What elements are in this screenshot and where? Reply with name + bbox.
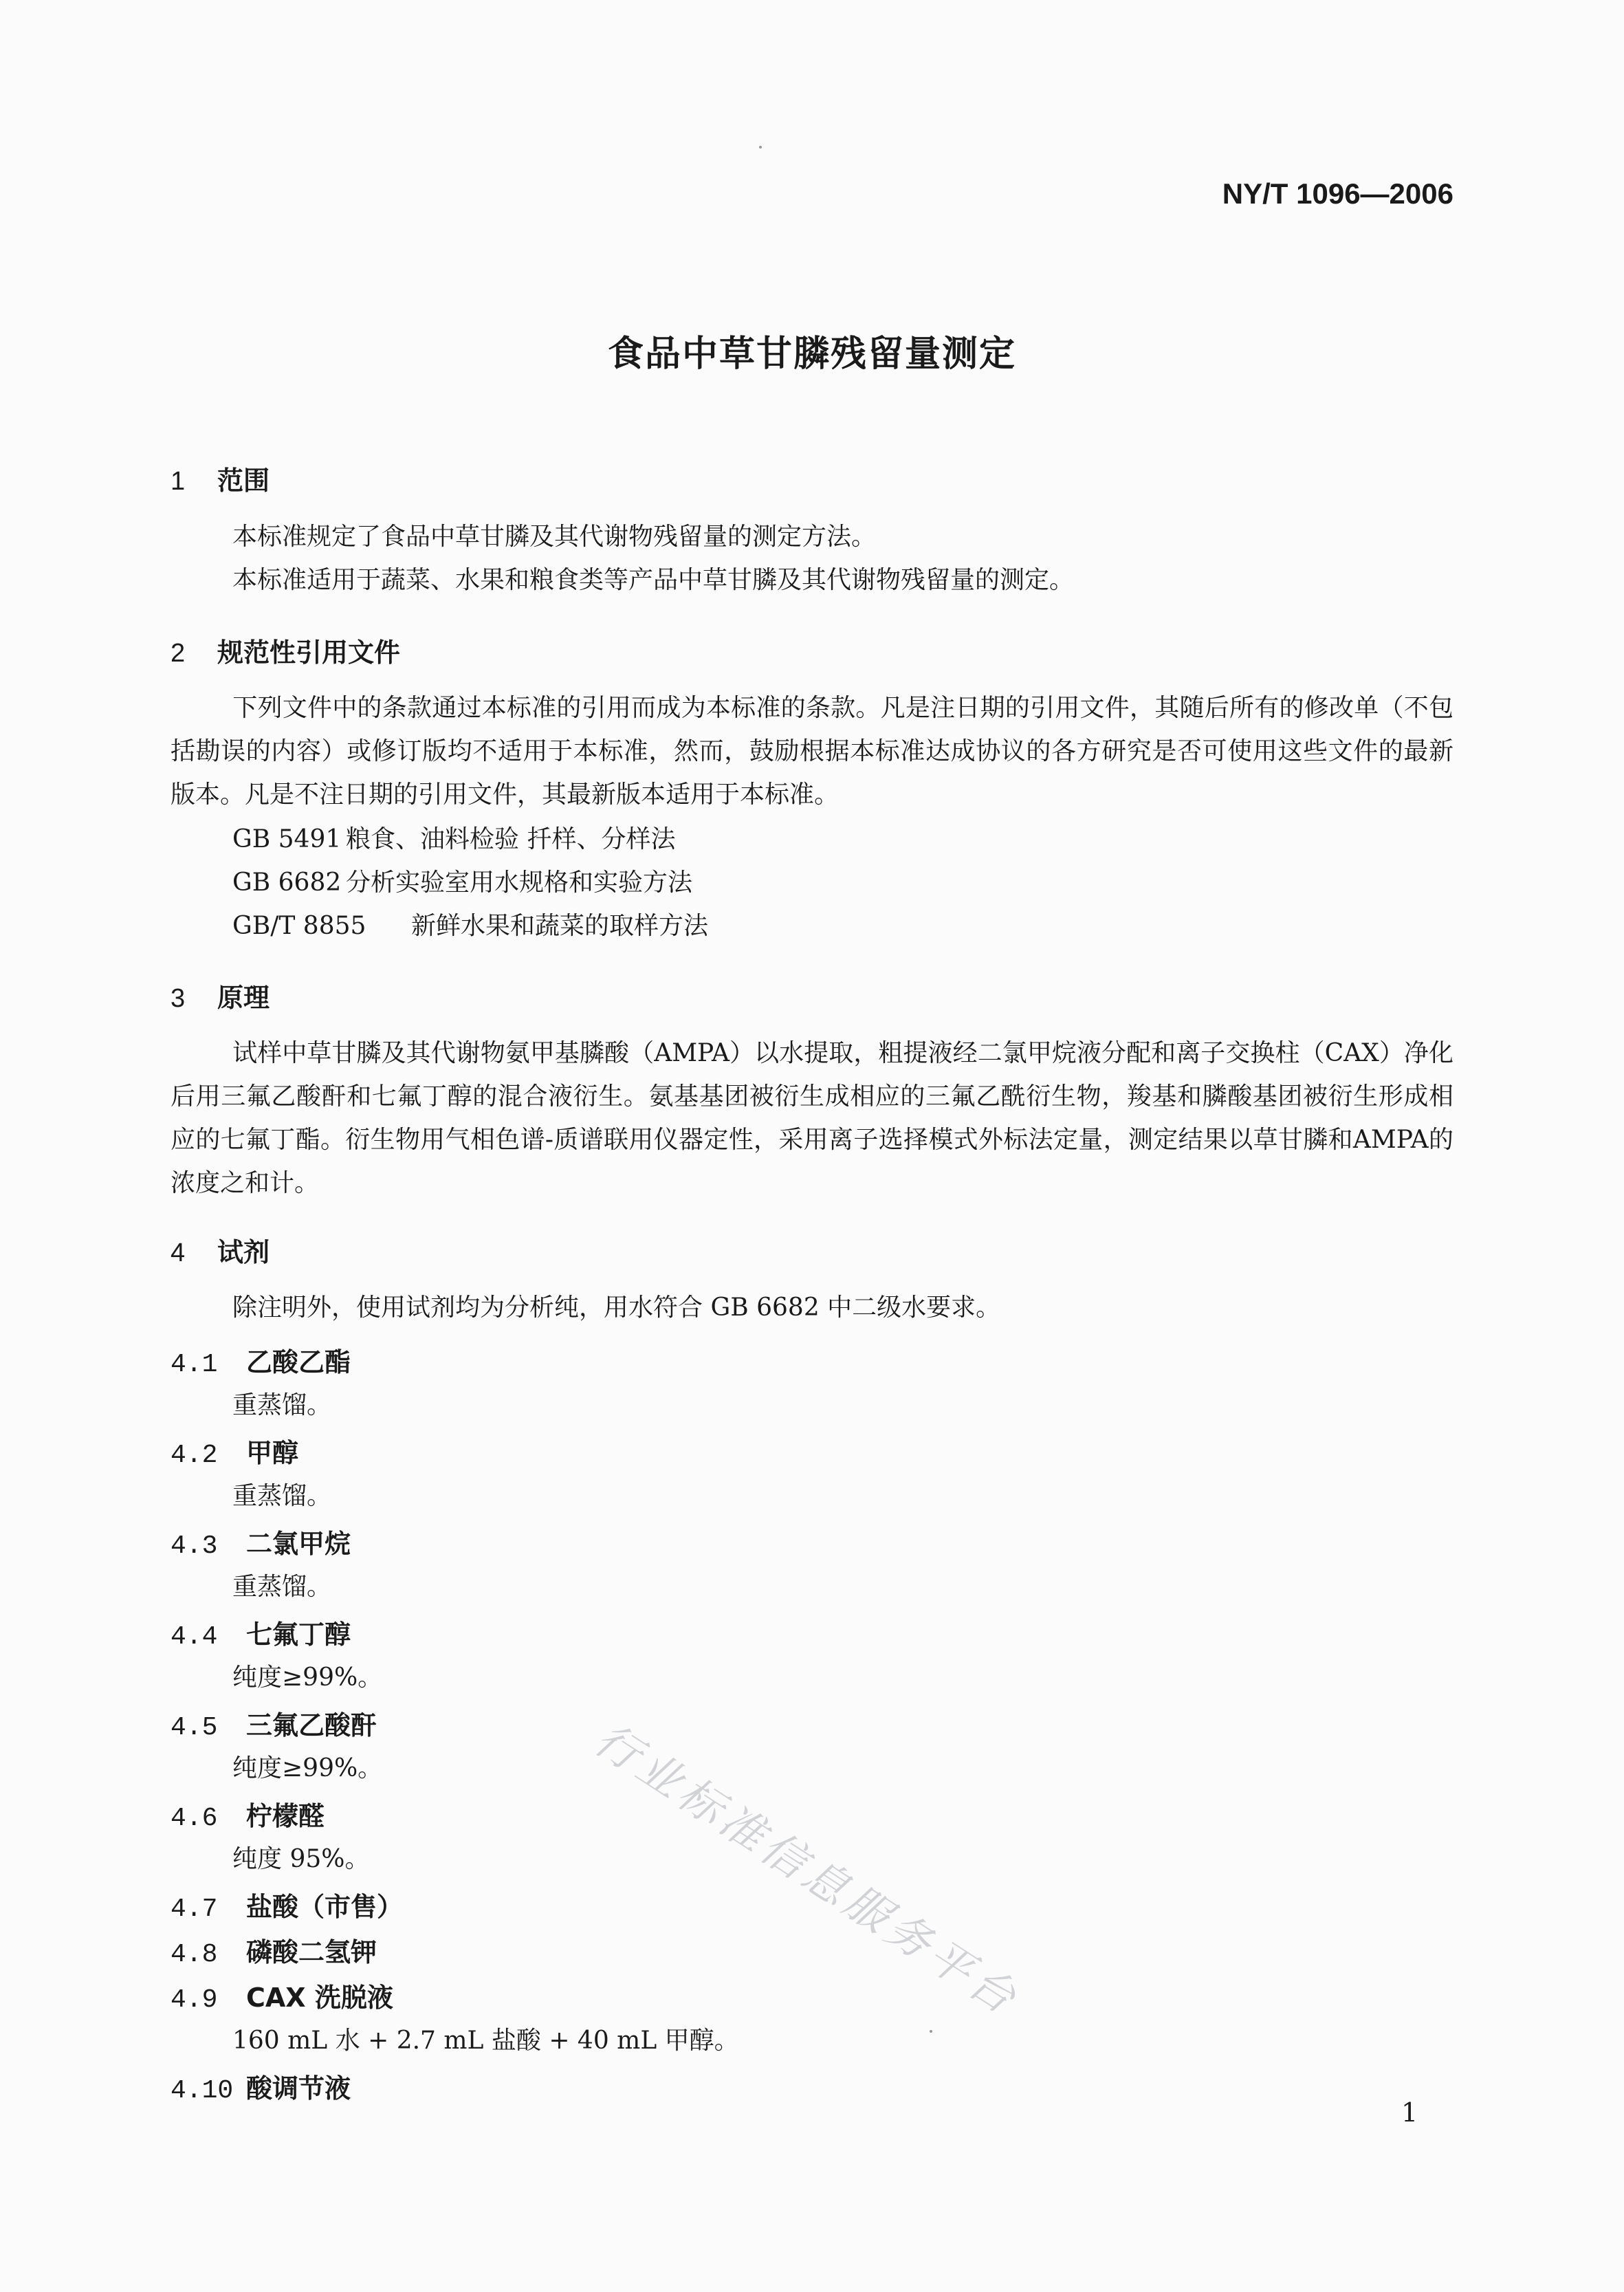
reagent-heading: 4.6 柠檬醛 <box>171 1801 325 1833</box>
normative-references-paragraph: 下列文件中的条款通过本标准的引用而成为本标准的条款。凡是注日期的引用文件，其随后所有的修改单（不包括勘误的内容）或修订版均不适用于本标准，然而，鼓励根据本标准达成协议的各方研究是否可使用这些文件的最新版本。凡是不注日期的引用文件，其最新版本适用于本标准。 <box>171 694 1453 809</box>
reference-item: GB 5491 粮食、油料检验 扦样、分样法 <box>232 825 676 853</box>
section-heading-1: 1 范围 <box>171 466 270 496</box>
reagent-note: 160 mL 水 + 2.7 mL 盐酸 + 40 mL 甲醇。 <box>232 2027 739 2055</box>
reagent-heading: 4.4 七氟丁醇 <box>171 1619 351 1652</box>
reference-item: GB/T 8855 新鲜水果和蔬菜的取样方法 <box>232 912 709 940</box>
reagent-heading: 4.10 酸调节液 <box>171 2073 351 2106</box>
watermark: 行业标准信息服务平台 <box>585 1714 1029 2027</box>
reagent-heading: 4.2 甲醇 <box>171 1438 299 1470</box>
page-number: 1 <box>1401 2097 1418 2128</box>
reagent-heading: 4.5 三氟乙酸酐 <box>171 1710 377 1743</box>
document-title: 食品中草甘膦残留量测定 <box>607 334 1016 375</box>
reagent-heading: 4.9 CAX 洗脱液 <box>171 1983 393 2015</box>
scope-line-2: 本标准适用于蔬菜、水果和粮食类等产品中草甘膦及其代谢物残留量的测定。 <box>232 566 1075 594</box>
reagent-note: 纯度 95%。 <box>232 1845 370 1873</box>
reagents-intro: 除注明外，使用试剂均为分析纯，用水符合 GB 6682 中二级水要求。 <box>232 1294 1001 1322</box>
reagent-note: 重蒸馏。 <box>232 1391 332 1419</box>
principle-paragraph: 试样中草甘膦及其代谢物氨甲基膦酸（AMPA）以水提取，粗提液经二氯甲烷液分配和离子交换柱（CAX）净化后用三氟乙酸酐和七氟丁醇的混合液衍生。氨基基团被衍生成相应的三氟乙酰衍生物，羧基和膦酸基团被衍生形成相应的七氟丁酯。衍生物用气相色谱-质谱联用仪器定性，采用离子选择模式外标法定量，测定结果以草甘膦和AMPA的浓度之和计。 <box>171 1039 1453 1197</box>
reagent-heading: 4.1 乙酸乙酯 <box>171 1347 351 1379</box>
reagent-note: 纯度≥99%。 <box>232 1663 383 1692</box>
scan-speck <box>930 2030 932 2033</box>
scope-line-1: 本标准规定了食品中草甘膦及其代谢物残留量的测定方法。 <box>232 523 877 551</box>
reagent-note: 纯度≥99%。 <box>232 1754 383 1782</box>
reference-item: GB 6682 分析实验室用水规格和实验方法 <box>232 869 693 897</box>
reagent-heading: 4.7 盐酸（市售） <box>171 1892 404 1924</box>
reagent-heading: 4.3 二氯甲烷 <box>171 1529 351 1561</box>
section-heading-3: 3 原理 <box>171 983 270 1013</box>
section-heading-2: 2 规范性引用文件 <box>171 637 401 668</box>
section-heading-4: 4 试剂 <box>171 1237 270 1267</box>
scan-speck <box>759 146 762 149</box>
reagent-note: 重蒸馏。 <box>232 1573 332 1601</box>
reagent-heading: 4.8 磷酸二氢钾 <box>171 1937 377 1969</box>
reagent-note: 重蒸馏。 <box>232 1482 332 1510</box>
standard-number: NY/T 1096—2006 <box>1222 177 1453 210</box>
